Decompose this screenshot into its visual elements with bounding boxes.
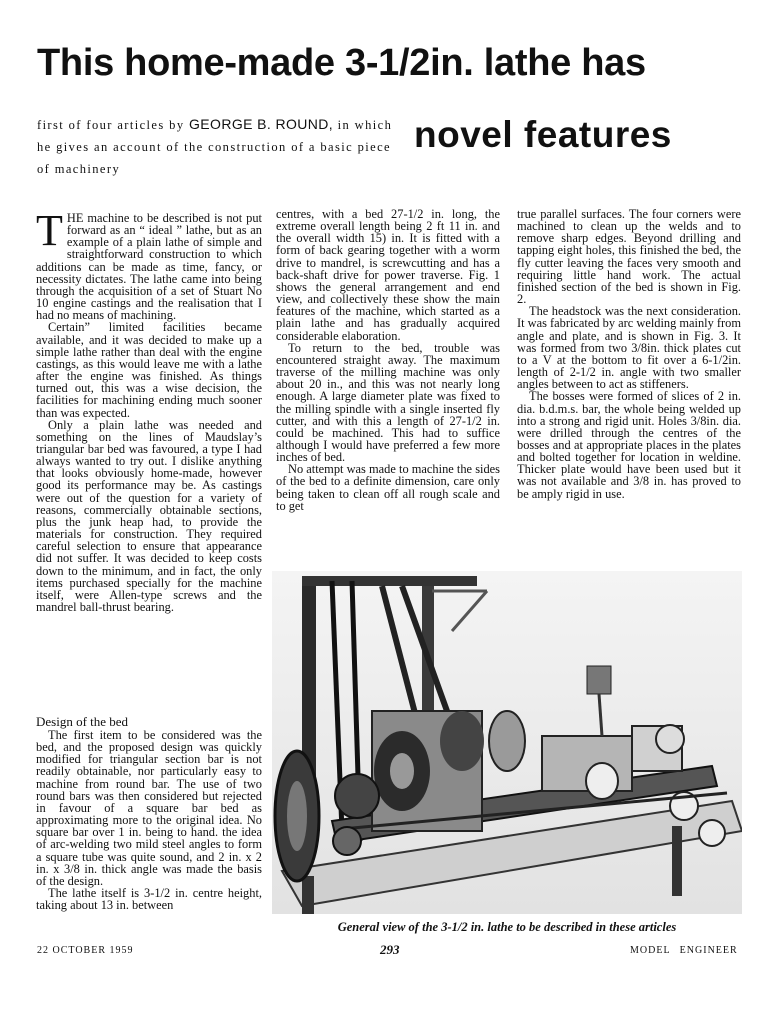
magazine-name: MODEL ENGINEER (630, 945, 738, 956)
lathe-photograph (272, 571, 742, 914)
paragraph: Only a plain lathe was needed and something on the lines of Maudslay’s triangular bar bed was favoured, a type I had always wanted to try out. I dislike anything that looks obviously home-made, however good its performance may be. As castings were out of the question for a variety of reasons, commercially obtainable sections, plus the junk heap had, to provide the materials for construction. They required careful selection to ensure that appearance did not suffer. It was decided to keep costs down to the minimum, and in fact, the only items purchased specially for the machine itself, were Allen-type screws and the mandrel ball-thrust bearing. (36, 417, 262, 614)
photo-caption: General view of the 3-1/2 in. lathe to be described in these articles (337, 920, 677, 934)
footer-date: 22 OCTOBER 1959 (37, 945, 134, 956)
section-heading: Design of the bed (36, 714, 129, 729)
paragraph: To return to the bed, trouble was encountered straight away. The maximum traverse of the milling machine was only about 20 in., and this was not nearly long enough. A large diameter plate was fixed to the milling spindle with a single inserted fly cutter, and with this a length of 27-1/2 in. could be machined. This had to suffice although I would have preferred a few more inches of bed. (276, 340, 500, 465)
byline (37, 113, 397, 180)
paragraph (36, 206, 262, 323)
paragraph: The first item to be considered was the bed, and the proposed design was quickly modified for triangular section bar is not readily obtainable, nor particularly easy to machine from round bar. The use of two round bars was then considered but rejected in favour of a square bar bed as approximating more to the original idea. No square bar over 1 in. being to hand. the idea of arc-welding two mild steel angles to form a square tube was quite sound, and 2 in. x 2 in. x 3/8 in. thick angle was made the basis of the design. (36, 728, 262, 888)
byline-intro: first of four articles by (37, 118, 185, 132)
byline-description: in which he gives an account of the construction of a basic piece of machinery (37, 118, 393, 176)
article-title-line1: This home-made 3-1/2in. lathe has (37, 42, 646, 84)
paragraph: true parallel surfaces. The four corners were machined to clean up the welds and to remove sharp edges. Beyond drilling and tapping eight holes, this finished the bed, the fly cutter leaving the faces very smooth and requiring little hand work. The actual finished section of the bed is shown in Fig. 2. (517, 207, 741, 307)
paragraph: The lathe itself is 3-1/2 in. centre height, taking about 13 in. between (36, 886, 262, 913)
page-number: 293 (380, 942, 400, 957)
paragraph: No attempt was made to machine the sides of the bed to a definite dimension, care only being taken to clean off all rough scale and to get (276, 462, 500, 513)
article-title-line2: novel features (414, 114, 672, 155)
drop-cap: T (36, 206, 63, 255)
article-column-1 (36, 206, 262, 614)
paragraph: centres, with a bed 27-1/2 in. long, the extreme overall length being 2 ft 11 in. and the overall width 15) in. It is fitted with a form of back gearing together with a worm drive to mandrel, is screwcutting and has a back-shaft drive for power traverse. Fig. 1 shows the general arrangement and end view, and collectively these show the main features of the machine, which started as a plain lathe and has gradually acquired considerable elaboration. (276, 207, 500, 343)
paragraph: Certain” limited facilities became available, and it was decided to make up a simple lathe rather than deal with the engine castings, as this would leave me with a lathe after the engine was finished. As things turned out, this was a wise decision, the facilities for machining ending much sooner than was expected. (36, 320, 262, 420)
paragraph: The headstock was the next consideration. It was fabricated by arc welding mainly from angle and plate, and is shown in Fig. 3. It was formed from two 3/8in. thick plates cut to a V at the bottom to fit over a 6-1/2in. length of 2-1/2 in. angle with two smaller angles between to act as stiffeners. (517, 304, 741, 392)
article-column-2 (276, 208, 500, 512)
paragraph-text: HE machine to be described is not put forward as an “ ideal ” lathe, but as an example of a plain lathe of simple and straightforward construction to which additions can be made as time, fancy, or necessity dictates. The lathe came into being through the acquisition of a set of Stuart No 10 engine castings and the realisation that I had no means of machining. (36, 211, 262, 323)
paragraph: The bosses were formed of slices of 2 in. dia. b.d.m.s. bar, the whole being welded up into a strong and rigid unit. Holes 3/8in. dia. were drilled through the centres of the bosses and at appropriate places in the plates and bolted together for location in weldine. Thicker plate would have been used but it was not available and 3/8 in. has proved to be amply rigid in use. (517, 389, 741, 501)
article-column-1-continued (36, 729, 262, 911)
article-column-3 (517, 208, 741, 500)
author-name: GEORGE B. ROUND, (189, 116, 334, 132)
